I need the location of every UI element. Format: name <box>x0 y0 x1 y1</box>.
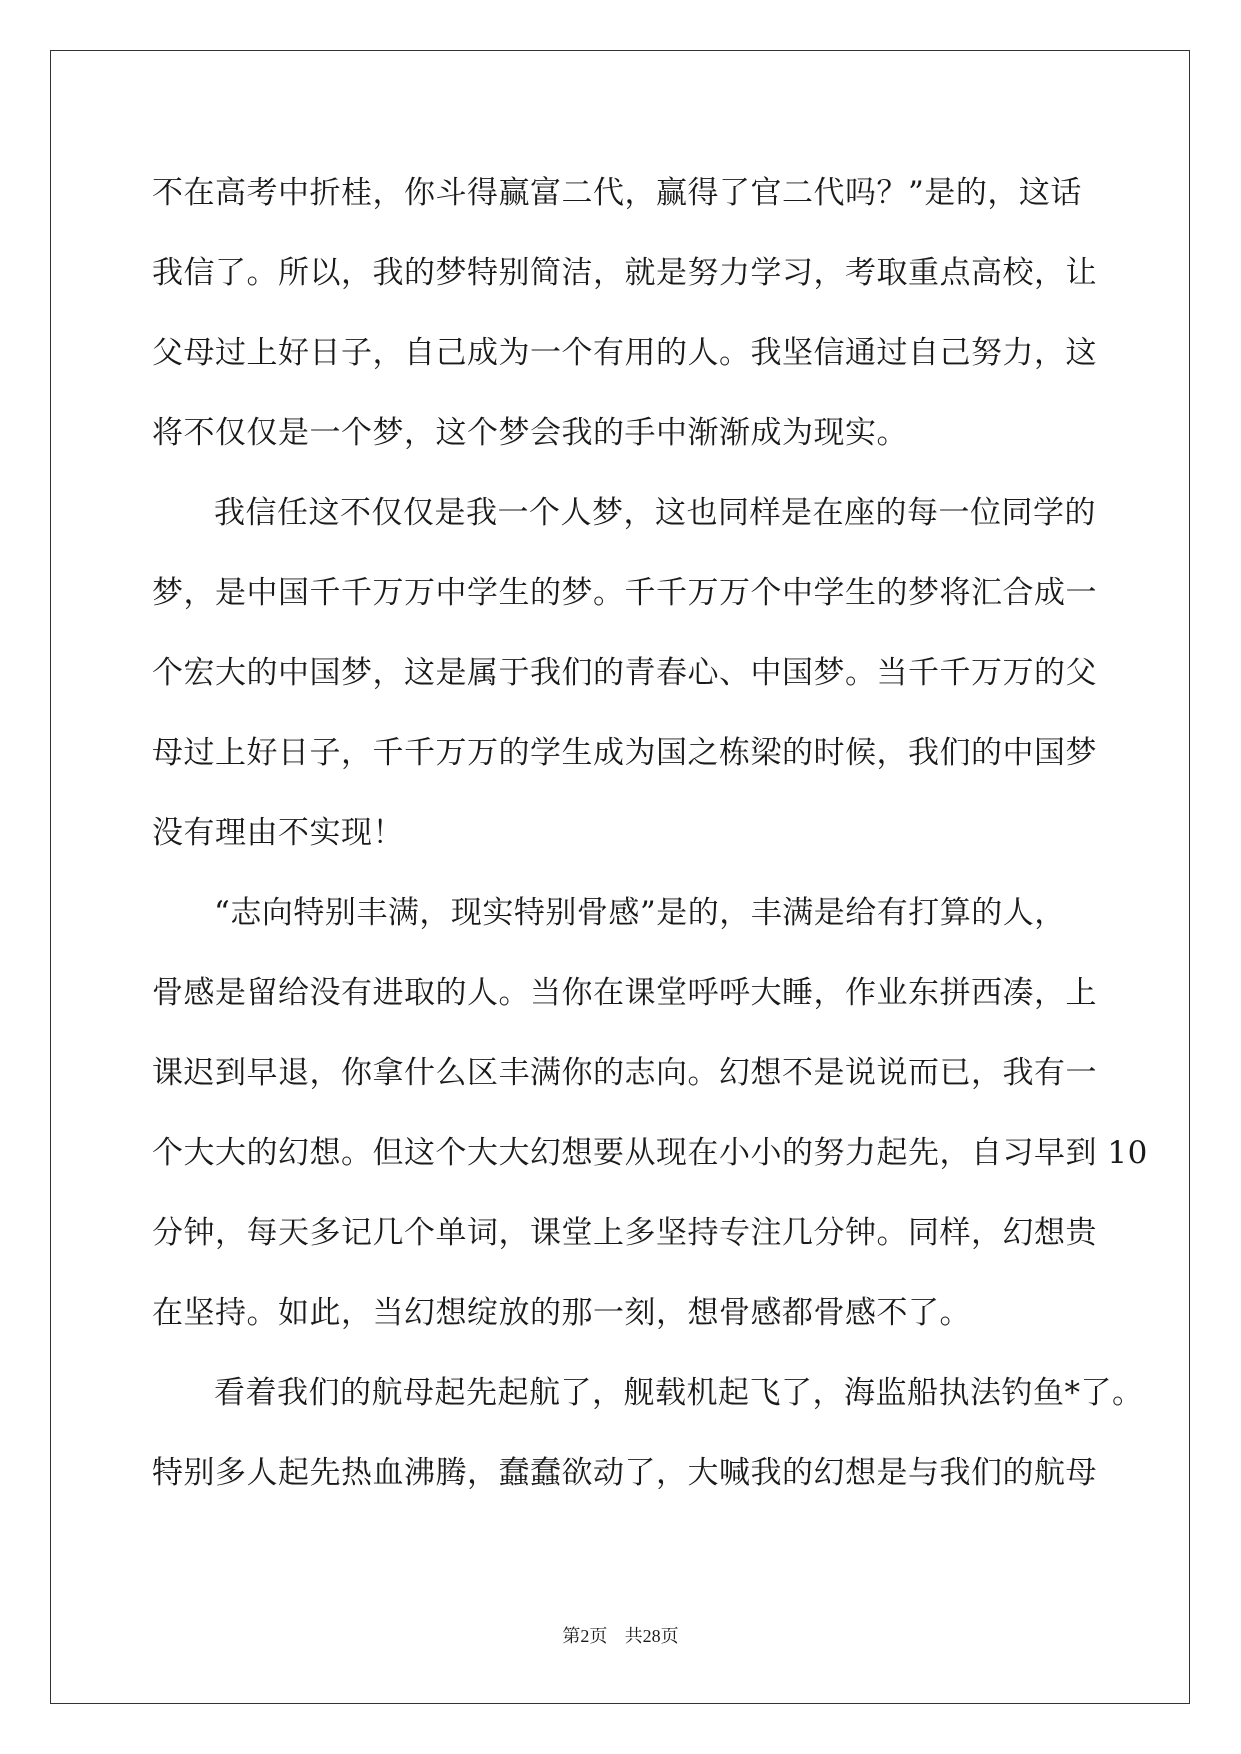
text-line: 个宏大的中国梦，这是属于我们的青春心、中国梦。当千千万万的父 <box>152 655 1097 691</box>
text-line: 将不仅仅是一个梦，这个梦会我的手中渐渐成为现实。 <box>152 415 908 451</box>
page-label-prefix: 第 <box>562 1626 581 1647</box>
paragraph-first-line: “志向特别丰满，现实特别骨感”是的，丰满是给有打算的人， <box>214 895 1066 931</box>
text-line: 特别多人起先热血沸腾，蠢蠢欲动了，大喊我的幻想是与我们的航母 <box>152 1455 1097 1491</box>
text-line: 课迟到早退，你拿什么区丰满你的志向。幻想不是说说而已，我有一 <box>152 1055 1097 1091</box>
page-footer <box>0 1627 1241 1646</box>
text-line: 我信了。所以，我的梦特别简洁，就是努力学习，考取重点高校，让 <box>152 255 1097 291</box>
text-line: 父母过上好日子，自己成为一个有用的人。我坚信通过自己努力，这 <box>152 335 1097 371</box>
page-label-suffix: 页 <box>589 1626 608 1647</box>
text-line: 梦，是中国千千万万中学生的梦。千千万万个中学生的梦将汇合成一 <box>152 575 1097 611</box>
total-label-suffix: 页 <box>660 1626 679 1647</box>
text-line: 个大大的幻想。但这个大大幻想要从现在小小的努力起先，自习早到 10 <box>152 1135 1148 1171</box>
text-line: 没有理由不实现！ <box>152 815 404 851</box>
text-line: 分钟，每天多记几个单词，课堂上多坚持专注几分钟。同样，幻想贵 <box>152 1215 1097 1251</box>
total-pages: 28 <box>642 1626 661 1646</box>
paragraph-first-line: 看着我们的航母起先起航了，舰载机起飞了，海监船执法钓鱼*了。 <box>214 1375 1144 1411</box>
text-line: 骨感是留给没有进取的人。当你在课堂呼呼大睡，作业东拼西凑，上 <box>152 975 1097 1011</box>
text-line: 母过上好日子，千千万万的学生成为国之栋梁的时候，我们的中国梦 <box>152 735 1097 771</box>
text-line: 不在高考中折桂，你斗得赢富二代，赢得了官二代吗？”是的，这话 <box>152 175 1082 211</box>
paragraph-first-line: 我信任这不仅仅是我一个人梦，这也同样是在座的每一位同学的 <box>214 495 1096 531</box>
page-number: 2 <box>580 1626 590 1646</box>
text-line: 在坚持。如此，当幻想绽放的那一刻，想骨感都骨感不了。 <box>152 1295 971 1331</box>
total-label-prefix: 共 <box>624 1626 643 1647</box>
